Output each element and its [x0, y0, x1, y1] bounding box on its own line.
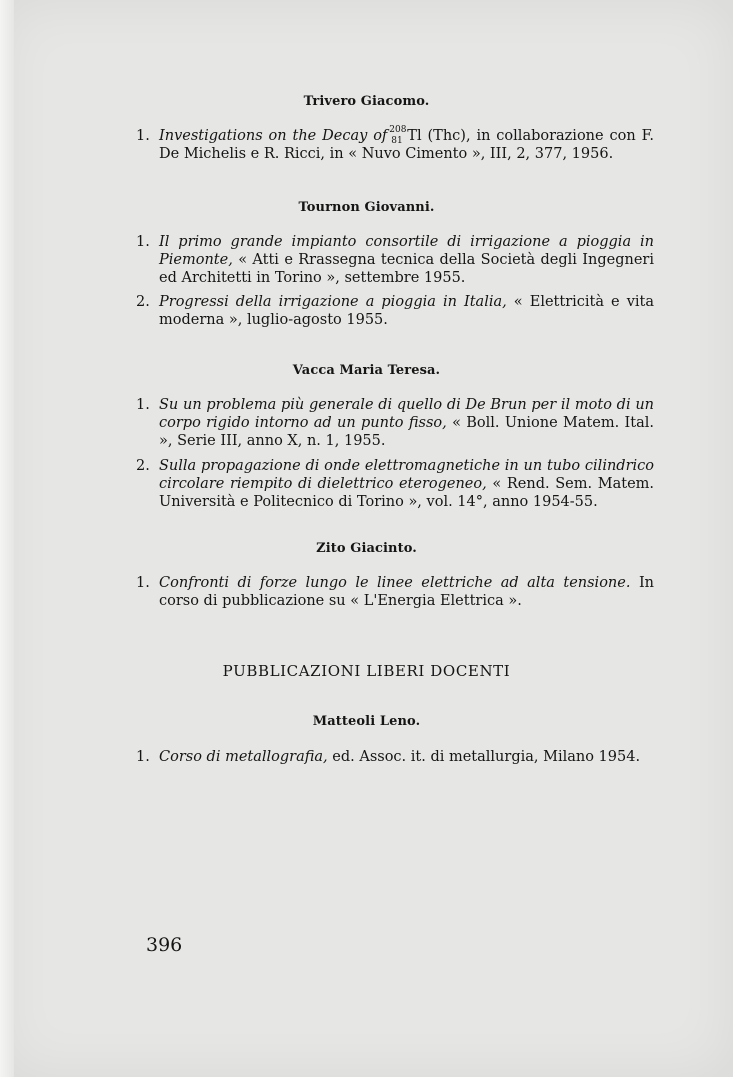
author-heading-vacca: Vacca Maria Teresa. [292, 363, 441, 378]
entry-title: Progressi della irrigazione a pioggia in Italia, [159, 294, 507, 310]
author-heading-tournon: Tournon Giovanni. [298, 200, 435, 215]
publication-entry [136, 457, 654, 511]
entry-number: 1. [136, 234, 150, 250]
entry-body [159, 127, 654, 163]
entry-details: ed. Assoc. it. di metallurgia, Milano 1954. [332, 749, 641, 765]
entry-number: 1. [136, 749, 150, 765]
entry-title: Confronti di forze lungo le linee elettriche ad alta tensione. [159, 575, 631, 591]
entry-title: Su un problema più generale di quello di De Brun per il moto di un corpo rigido intorno ad un punto fisso, [159, 397, 654, 431]
entry-body [159, 233, 654, 287]
page-edge [0, 0, 14, 1077]
entry-title: Investigations on the Decay of [159, 128, 388, 144]
publication-entry [136, 574, 654, 610]
page-number: 396 [146, 934, 183, 956]
mass-number: 208 [389, 125, 407, 135]
entry-number: 1. [136, 397, 150, 413]
publication-entry [136, 293, 654, 329]
entry-number: 2. [136, 294, 150, 310]
publication-entry [136, 233, 654, 287]
publication-entry [136, 748, 654, 766]
entry-details: « Elettricità e vita moderna », luglio-agosto 1955. [159, 294, 654, 328]
entry-body [159, 293, 654, 329]
publication-entry [136, 127, 654, 163]
entry-body [159, 748, 654, 766]
entry-number: 2. [136, 458, 150, 474]
entry-number: 1. [136, 128, 150, 144]
section-title-liberi-docenti: PUBBLICAZIONI LIBERI DOCENTI [222, 662, 511, 680]
author-heading-trivero: Trivero Giacomo. [303, 94, 430, 109]
entry-details: Tl (Thc), in collaborazione con F. De Michelis e R. Ricci, in « Nuvo Cimento », III, 2, 377, 1956. [159, 128, 654, 162]
entry-number: 1. [136, 575, 150, 591]
entry-body [159, 574, 654, 610]
isotope-notation [389, 127, 405, 145]
atomic-number: 81 [391, 136, 403, 146]
entry-body [159, 396, 654, 450]
entry-details: « Boll. Unione Matem. Ital. », Serie III, anno X, n. 1, 1955. [159, 415, 655, 449]
publication-entry [136, 396, 654, 450]
entry-title: Corso di metallografia, [159, 749, 328, 765]
entry-title: Il primo grande impianto consortile di irrigazione a pioggia in Piemonte, [159, 234, 654, 268]
entry-details: « Atti e Rrassegna tecnica della Società degli Ingegneri ed Architetti in Torino », settembre 1955. [159, 252, 655, 286]
author-heading-matteoli: Matteoli Leno. [312, 714, 421, 729]
entry-title: Sulla propagazione di onde elettromagnetiche in un tubo cilindrico circolare riempito di dielettrico eterogeneo, [159, 458, 654, 492]
author-heading-zito: Zito Giacinto. [316, 541, 417, 556]
entry-details: « Rend. Sem. Matem. Università e Politecnico di Torino », vol. 14°, anno 1954-55. [159, 476, 655, 510]
entry-details: In corso di pubblicazione su « L'Energia Elettrica ». [159, 575, 655, 609]
entry-body [159, 457, 654, 511]
